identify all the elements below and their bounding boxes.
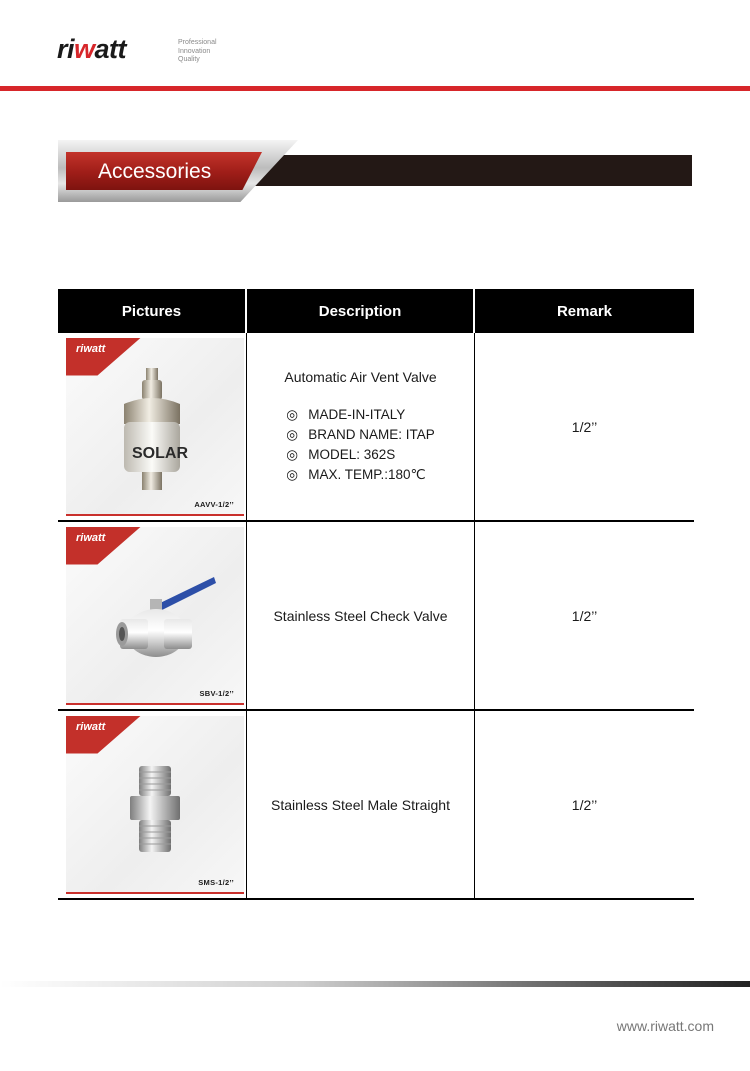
logo-text-w: w [74, 34, 95, 64]
tagline-line: Innovation [178, 47, 211, 55]
brand-logo [57, 34, 126, 65]
section-title: Accessories [98, 160, 212, 183]
spec-item [286, 405, 435, 425]
table-row [58, 522, 694, 711]
picture-cell [58, 711, 247, 898]
section-banner-bar [236, 155, 692, 186]
tagline-line: Professional [178, 39, 217, 46]
spec-text: MODEL: 362S [308, 446, 396, 462]
column-header-pictures: Pictures [58, 289, 247, 333]
spec-text: MAX. TEMP.:180℃ [308, 466, 426, 482]
bullet-icon: ◎ [286, 446, 299, 462]
spec-item [286, 465, 435, 485]
column-header-remark: Remark [475, 289, 694, 333]
spec-text: MADE-IN-ITALY [308, 406, 406, 422]
remark-cell: 1/2’’ [571, 418, 598, 435]
picture-cell [58, 522, 247, 709]
description-cell: Stainless Steel Male Straight [247, 711, 475, 898]
remark-cell: 1/2’’ [571, 607, 598, 624]
bullet-icon: ◎ [286, 466, 299, 482]
table-row [58, 711, 694, 900]
product-photo [66, 716, 244, 894]
header-divider [0, 86, 750, 91]
logo-text-prefix: ri [57, 34, 75, 64]
product-code: SBV-1/2’’ [199, 688, 234, 698]
description-cell: Stainless Steel Check Valve [247, 522, 475, 709]
column-header-description: Description [247, 289, 475, 333]
spec-list [286, 405, 435, 485]
tagline-line: Quality [178, 56, 200, 63]
spec-text: BRAND NAME: ITAP [308, 426, 435, 442]
brand-tagline [178, 39, 217, 65]
product-photo [66, 527, 244, 705]
table-header [58, 289, 694, 333]
remark-cell: 1/2’’ [571, 796, 598, 813]
picture-cell [58, 333, 247, 520]
footer-divider [0, 981, 750, 987]
description-cell [247, 333, 475, 520]
website-link[interactable]: www.riwatt.com [616, 1018, 714, 1034]
svg-text:SOLAR: SOLAR [132, 444, 188, 462]
accessories-table [58, 289, 694, 900]
table-row [58, 333, 694, 522]
brand-ribbon-text: riwatt [76, 342, 106, 355]
spec-item [286, 425, 435, 445]
brand-ribbon-text: riwatt [76, 720, 106, 733]
product-code: AAVV-1/2’’ [194, 499, 234, 509]
product-code: SMS-1/2’’ [198, 877, 234, 887]
product-description: Automatic Air Vent Valve [284, 368, 437, 385]
bullet-icon: ◎ [286, 426, 299, 442]
spec-item [286, 445, 435, 465]
logo-text-suffix: att [94, 34, 127, 64]
brand-ribbon-text: riwatt [76, 531, 106, 544]
product-photo [66, 338, 244, 516]
bullet-icon: ◎ [286, 406, 299, 422]
